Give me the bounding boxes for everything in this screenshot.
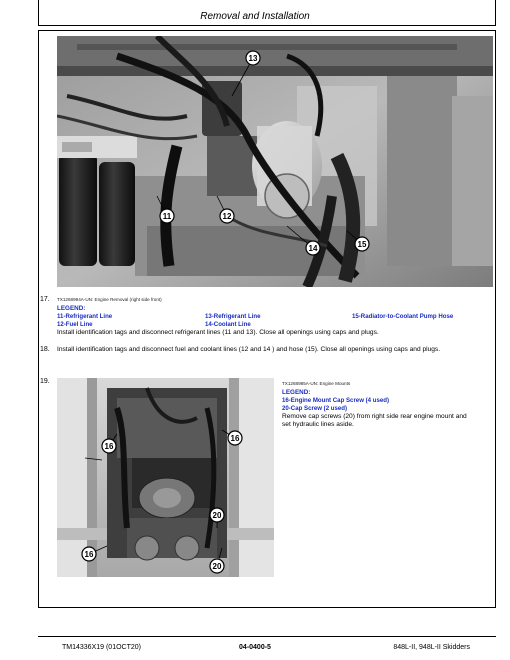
- step-17-number: 17.: [40, 296, 50, 303]
- svg-text:16: 16: [104, 442, 114, 451]
- footer-model: 848L-II, 948L-II Skidders: [393, 644, 470, 651]
- svg-text:16: 16: [230, 434, 240, 443]
- callout-16-a: [102, 439, 116, 453]
- svg-text:14: 14: [308, 244, 318, 253]
- svg-text:20: 20: [212, 562, 222, 571]
- callout-14: [306, 241, 320, 255]
- legend-item-16: 16-Engine Mount Cap Screw (4 used): [282, 397, 389, 404]
- legend-item-14: 14-Coolant Line: [205, 321, 251, 328]
- legend-item-15: 15-Radiator-to-Coolant Pump Hose: [352, 313, 454, 320]
- step-19-text-line-1: Remove cap screws (20) from right side rear engine mount and: [282, 413, 467, 420]
- callout-16-c: [82, 547, 96, 561]
- callout-12: [220, 209, 234, 223]
- step-18-number: 18.: [40, 346, 50, 353]
- callout-13: [246, 51, 260, 65]
- svg-text:15: 15: [357, 240, 367, 249]
- callout-20-b: [210, 559, 224, 573]
- step-19-number: 19.: [40, 378, 50, 385]
- engine-removal-photo: [57, 36, 493, 287]
- svg-text:12: 12: [222, 212, 232, 221]
- callout-20-a: [210, 508, 224, 522]
- legend-item-20: 20-Cap Screw (2 used): [282, 405, 348, 412]
- svg-text:16: 16: [84, 550, 94, 559]
- step-19-text-line-2: set hydraulic lines aside.: [282, 421, 354, 428]
- svg-text:11: 11: [162, 212, 172, 221]
- svg-text:20: 20: [212, 511, 222, 520]
- section-title: Removal and Installation: [200, 11, 310, 22]
- callout-16-b: [228, 431, 242, 445]
- svg-text:13: 13: [248, 54, 258, 63]
- step-19-legend-heading: LEGEND:: [282, 389, 311, 396]
- callout-11: [160, 209, 174, 223]
- figure-2-id: TX1268985A-UN: Engine Mounts: [282, 381, 351, 386]
- legend-item-12: 12-Fuel Line: [57, 321, 93, 328]
- footer-divider: [38, 636, 496, 637]
- legend-item-13: 13-Refrigerant Line: [205, 313, 261, 320]
- legend-item-11: 11-Refrigerant Line: [57, 313, 113, 320]
- step-18-text: Install identification tags and disconnect fuel and coolant lines (12 and 14 ) and hose (15). Close all openings using caps and plugs.: [57, 346, 441, 353]
- footer-doc-id: TM14336X19 (01OCT20): [62, 644, 141, 651]
- callout-15: [355, 237, 369, 251]
- step-17-legend-heading: LEGEND:: [57, 305, 86, 312]
- engine-mounts-photo: [57, 378, 274, 577]
- step-17-text: Install identification tags and disconnect refrigerant lines (11 and 13). Close all openings using caps and plugs.: [57, 329, 379, 336]
- figure-1-id: TX1268994A-UN: Engine Removal (right side front): [57, 297, 162, 302]
- footer-page-number: 04-0400-5: [239, 644, 271, 651]
